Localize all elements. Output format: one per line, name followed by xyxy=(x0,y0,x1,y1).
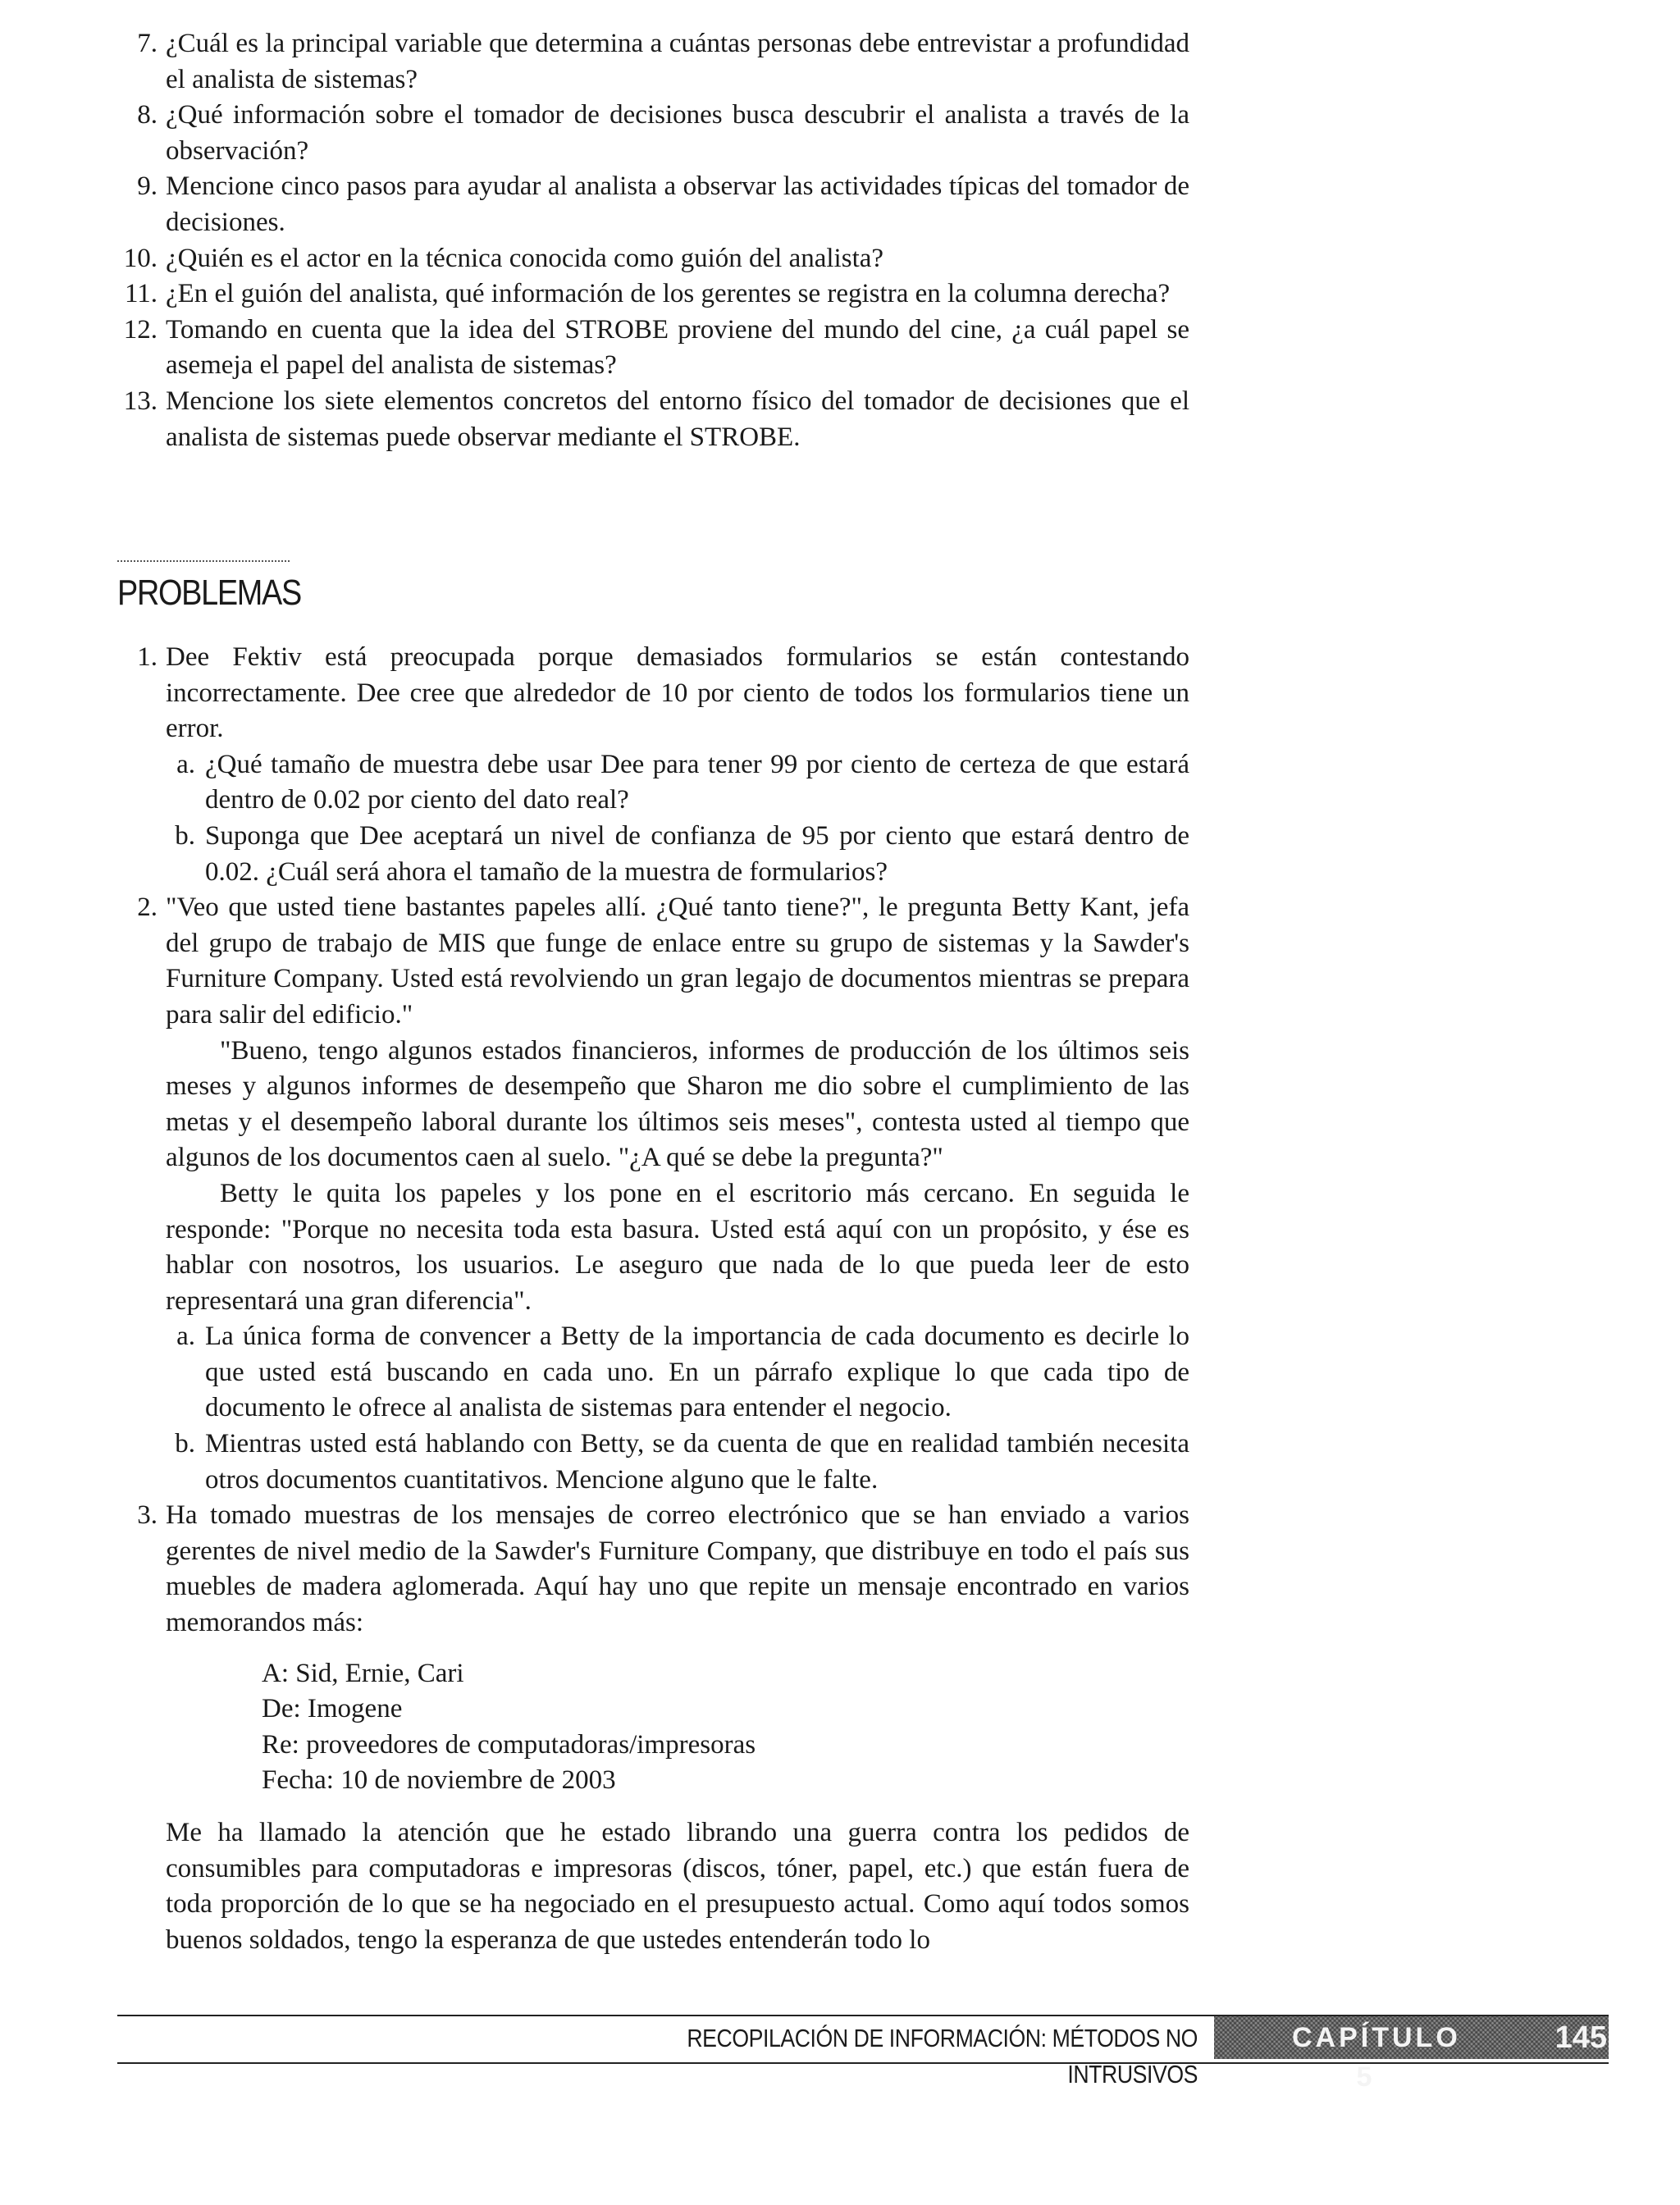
question-text: ¿En el guión del analista, qué información de los gerentes se registra en la columna derecha? xyxy=(166,279,1171,309)
problem-paragraph: Betty le quita los papeles y los pone en el escritorio más cercano. En seguida le responde: "Porque no necesita toda esta basura. Usted está aquí con un propósito, y ése es hablar con nosotros, los usuarios. Le aseguro que nada de lo que pueda leer de esto representará una gran diferencia". xyxy=(166,1178,1189,1316)
question-8 xyxy=(123,98,1189,169)
question-number: 9. xyxy=(137,171,158,202)
problem-text: Dee Fektiv está preocupada porque demasiados formularios se están contestando incorrectamente. Dee cree que alrededor de 10 por ciento de todos los formularios tiene un error. xyxy=(166,642,1189,744)
question-text: ¿Quién es el actor en la técnica conocida como guión del analista? xyxy=(166,243,884,273)
question-text: ¿Cuál es la principal variable que determina a cuántas personas debe entrevistar a profundidad el analista de sistemas? xyxy=(166,29,1189,94)
sub-text: La única forma de convencer a Betty de la importancia de cada documento es decirle lo que usted está buscando en cada uno. En un párrafo explique lo que cada tipo de documento le ofrece al analista de sistemas para entender el negocio. xyxy=(205,1322,1189,1423)
problem-paragraph: "Bueno, tengo algunos estados financieros, informes de producción de los últimos seis meses y algunos informes de desempeño que Sharon me dio sobre el cumplimiento de las metas y el desempeño laboral durante los últimos seis meses", contesta usted al tiempo que algunos de los documentos caen al suelo. "¿A qué se debe la pregunta?" xyxy=(166,1035,1189,1173)
review-questions xyxy=(123,26,1189,455)
question-7 xyxy=(123,26,1189,98)
memo-body: Me ha llamado la atención que he estado librando una guerra contra los pedidos de consumibles para computadoras e impresoras (discos, tóner, papel, etc.) que están fuera de toda proporción de lo que se ha negociado en el presupuesto actual. Como aquí todos somos buenos soldados, tengo la esperanza de que ustedes entenderán todo lo xyxy=(166,1818,1189,1955)
question-text: ¿Qué información sobre el tomador de decisiones busca descubrir el analista a través de la observación? xyxy=(166,100,1189,166)
problem-2b xyxy=(166,1427,1189,1498)
memo-to: A: Sid, Ernie, Cari xyxy=(262,1658,464,1688)
sub-text: Mientras usted está hablando con Betty, se da cuenta de que en realidad también necesita otros documentos cuantitativos. Mencione alguno que le falte. xyxy=(205,1429,1189,1495)
chapter-label: CAPÍTULO 5 xyxy=(1292,2022,1461,2093)
question-text: Tomando en cuenta que la idea del STROBE proviene del mundo del cine, ¿a cuál papel se asemeja el papel del analista de sistemas? xyxy=(166,314,1189,381)
sub-letter: b. xyxy=(175,820,195,851)
memo-from: De: Imogene xyxy=(262,1694,403,1724)
problem-2 xyxy=(123,890,1189,1498)
problem-number: 1. xyxy=(137,642,158,672)
problem-1 xyxy=(123,640,1189,890)
running-footer-title: RECOPILACIÓN DE INFORMACIÓN: MÉTODOS NO INTRUSIVOS xyxy=(687,2024,1198,2089)
problem-3 xyxy=(123,1498,1189,1958)
problem-2a xyxy=(166,1319,1189,1427)
sub-letter: a. xyxy=(176,749,195,779)
problem-text: Ha tomado muestras de los mensajes de correo electrónico que se han enviado a varios gerentes de nivel medio de la Sawder's Furniture Company, que distribuye en todo el país sus muebles de madera aglomerada. Aquí hay uno que repite un mensaje encontrado en varios memorandos más: xyxy=(166,1500,1189,1638)
question-text: Mencione cinco pasos para ayudar al analista a observar las actividades típicas del tomador de decisiones. xyxy=(166,171,1189,237)
section-rule xyxy=(117,560,290,562)
question-number: 10. xyxy=(123,243,158,273)
sub-letter: a. xyxy=(176,1322,195,1352)
problem-text: "Veo que usted tiene bastantes papeles allí. ¿Qué tanto tiene?", le pregunta Betty Kant, jefa del grupo de trabajo de MIS que funge de enlace entre su grupo de sistemas y la Sawder's Furniture Company. Usted está revolviendo un gran legajo de documentos mientras se prepara para salir del edificio." xyxy=(166,892,1189,1029)
question-12 xyxy=(123,313,1189,384)
memo-date: Fecha: 10 de noviembre de 2003 xyxy=(262,1765,616,1796)
memo-subject: Re: proveedores de computadoras/impresoras xyxy=(262,1729,756,1760)
question-11 xyxy=(123,276,1189,313)
question-number: 11. xyxy=(124,279,158,309)
problems-list xyxy=(123,640,1189,1958)
footer-rule-bottom xyxy=(117,2062,1609,2064)
page-number: 145 xyxy=(1554,2020,1607,2055)
sub-text: ¿Qué tamaño de muestra debe usar Dee para tener 99 por ciento de certeza de que estará dentro de 0.02 por ciento del dato real? xyxy=(205,749,1189,815)
question-10 xyxy=(123,241,1189,277)
question-13 xyxy=(123,384,1189,455)
problem-1a xyxy=(166,747,1189,819)
question-9 xyxy=(123,169,1189,240)
problem-number: 3. xyxy=(137,1500,158,1531)
section-title: PROBLEMAS xyxy=(117,573,301,613)
question-text: Mencione los siete elementos concretos del entorno físico del tomador de decisiones que el analista de sistemas puede observar mediante el STROBE. xyxy=(166,386,1189,452)
problem-1b xyxy=(166,819,1189,890)
sub-text: Suponga que Dee aceptará un nivel de confianza de 95 por ciento que estará dentro de 0.02. ¿Cuál será ahora el tamaño de la muestra de formularios? xyxy=(205,820,1189,887)
question-number: 12. xyxy=(123,314,158,345)
problem-number: 2. xyxy=(137,892,158,923)
sub-letter: b. xyxy=(175,1429,195,1459)
question-number: 13. xyxy=(123,386,158,416)
question-number: 8. xyxy=(137,100,158,130)
question-number: 7. xyxy=(137,29,158,58)
